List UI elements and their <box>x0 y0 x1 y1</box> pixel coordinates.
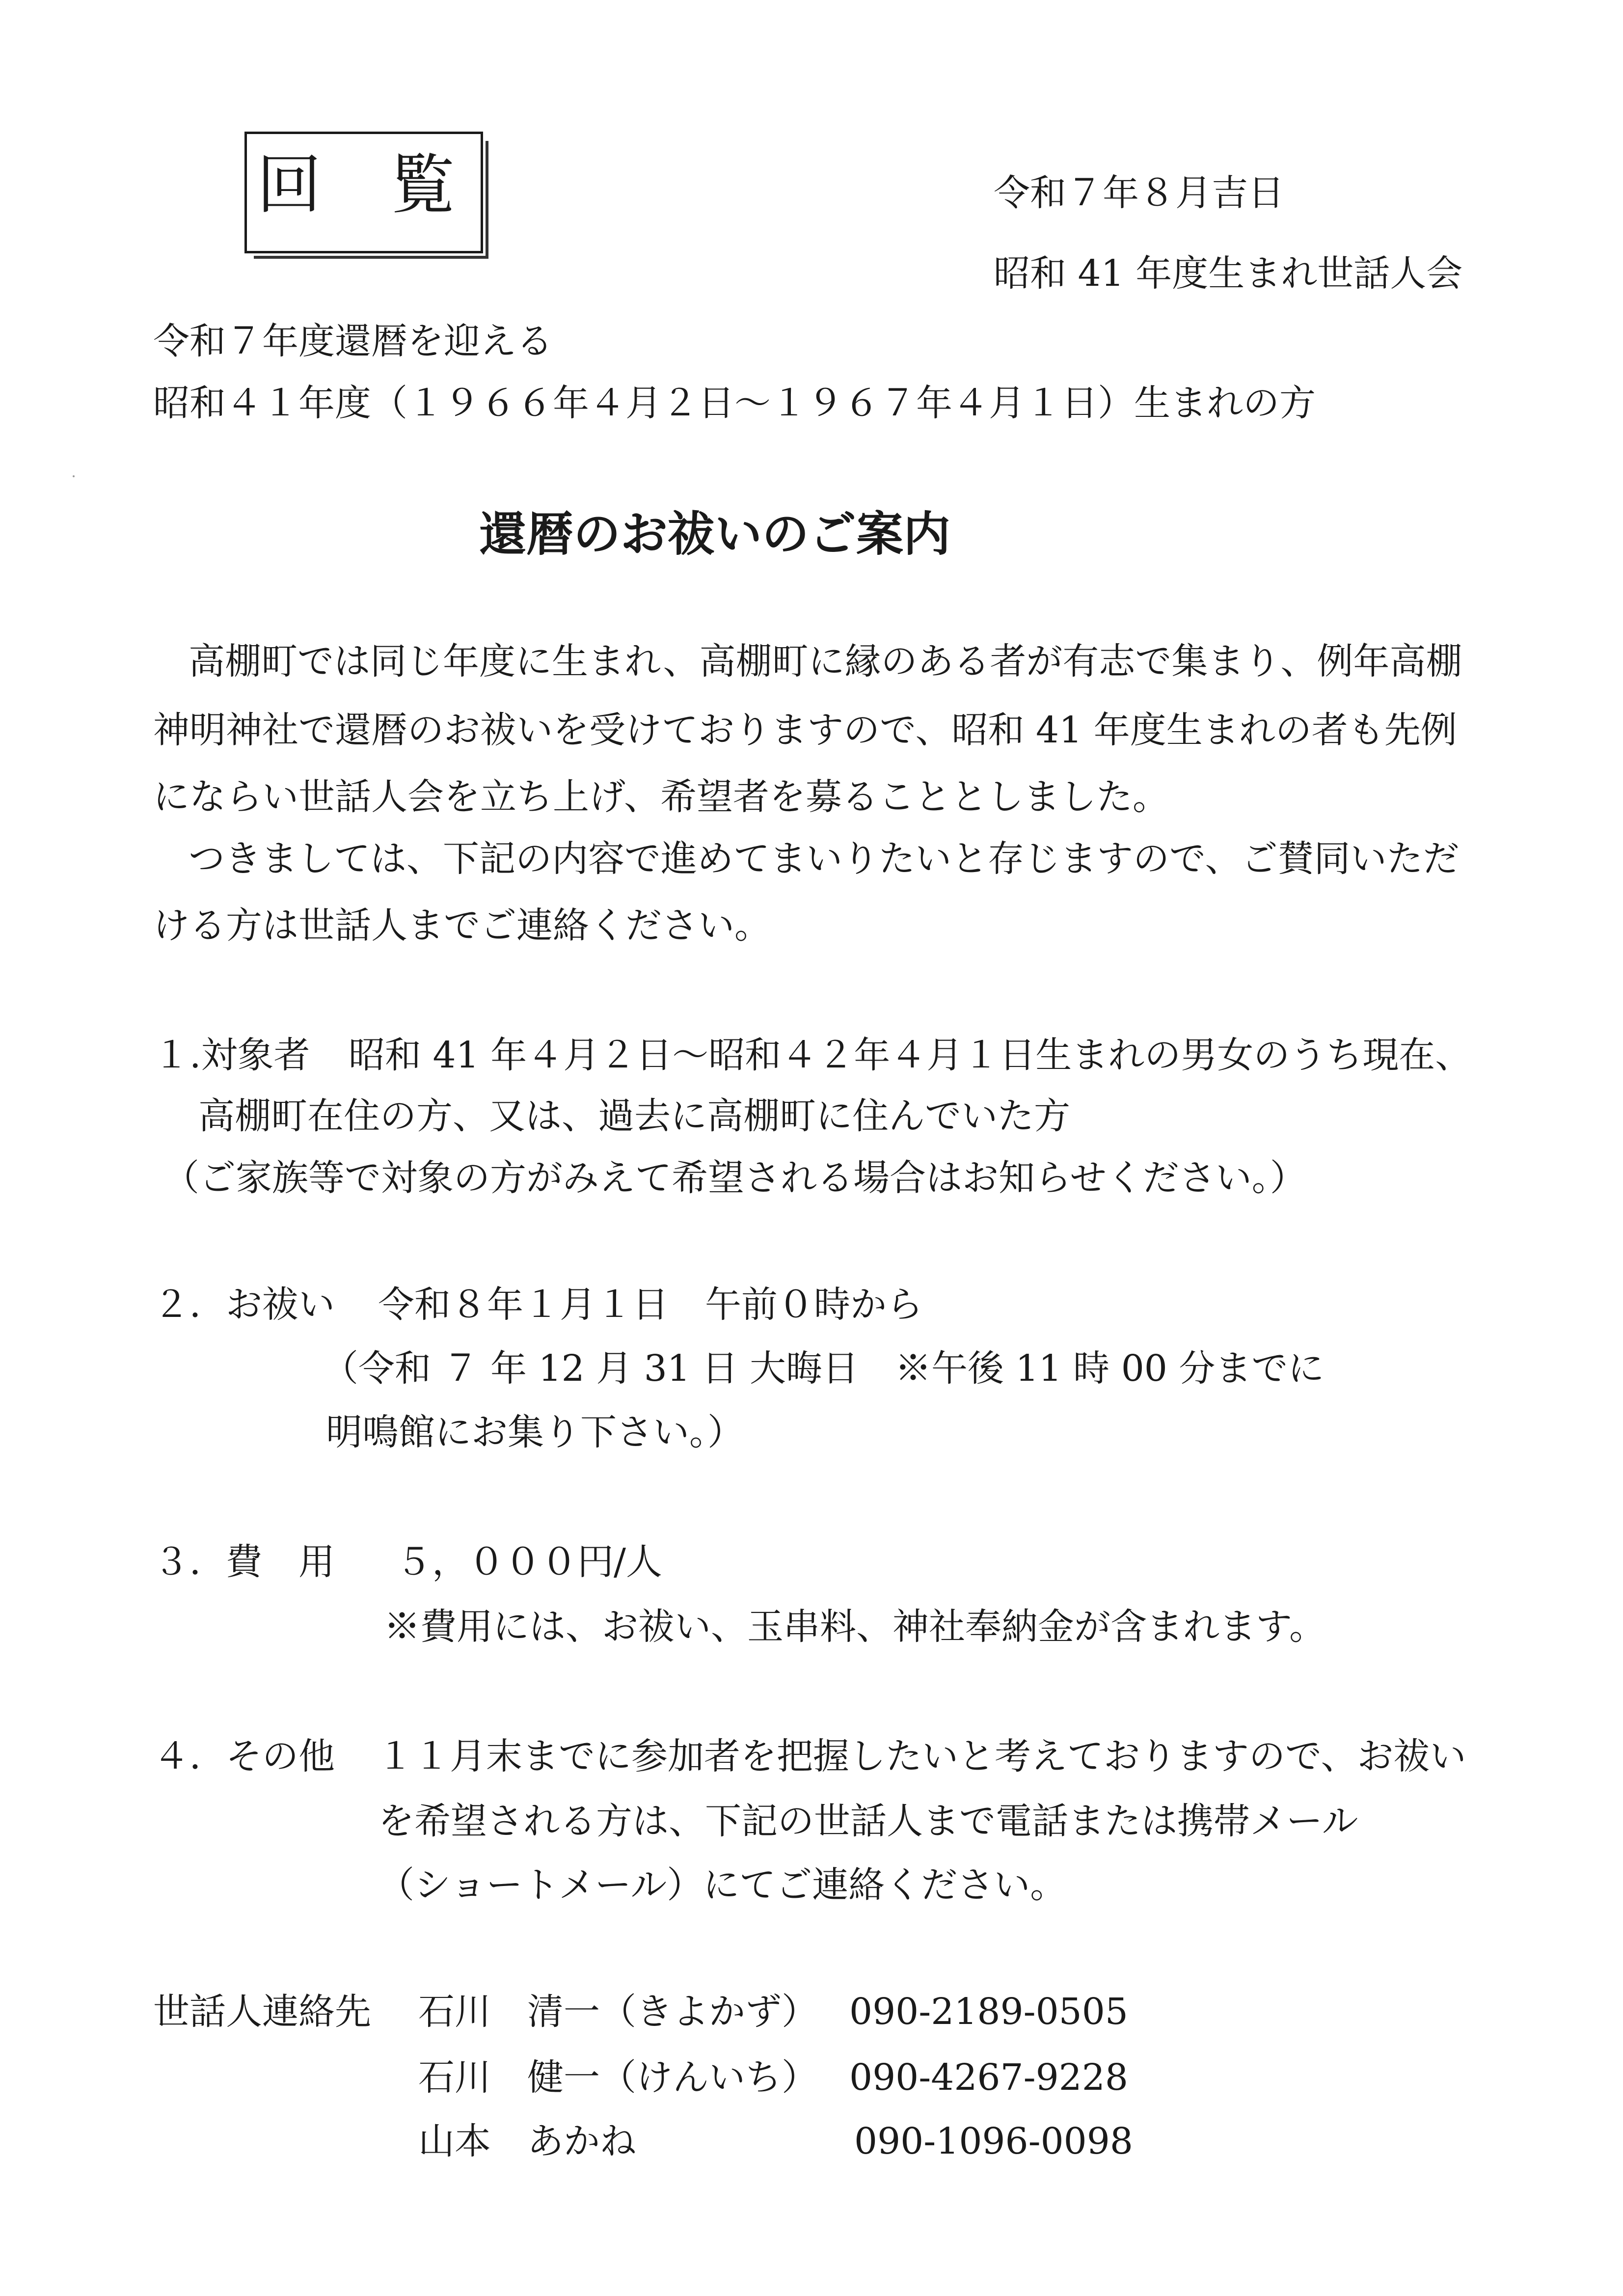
item2-line-1: 令和８年１月１日 午前０時から <box>378 1284 923 1326</box>
item4-label: ４．その他 <box>153 1735 335 1777</box>
organizer-name: 昭和 41 年度生まれ世話人会 <box>994 252 1463 295</box>
item3-line-1: ５，０００円/人 <box>396 1541 662 1583</box>
contact-name: 石川 清一（きよかず） <box>418 1991 818 2033</box>
intro-p2-line-2: ける方は世話人までご連絡ください。 <box>153 904 771 947</box>
circulation-stamp <box>244 132 524 253</box>
contact-phone: 090-2189-0505 <box>849 1991 1128 2033</box>
intro-p1-line-3: にならい世話人会を立ち上げ、希望者を募ることとしました。 <box>153 776 1169 818</box>
scan-speck <box>73 475 75 477</box>
item3-line-2: ※費用には、お祓い、玉串料、神社奉納金が含まれます。 <box>384 1606 1326 1648</box>
contact-phone: 090-4267-9228 <box>849 2056 1128 2099</box>
item1-line-3: （ご家族等で対象の方がみえて希望される場合はお知らせください。） <box>163 1157 1306 1199</box>
notice-date: 令和７年８月吉日 <box>994 172 1284 214</box>
item2-line-2: （令和 ７ 年 12 月 31 日 大晦日 ※午後 11 時 00 分までに <box>322 1347 1325 1390</box>
contacts-label: 世話人連絡先 <box>153 1991 371 2033</box>
intro-p1-line-1: 高棚町では同じ年度に生まれ、高棚町に縁のある者が有志で集まり、例年高棚 <box>189 640 1462 683</box>
item3-label: ３．費 用 <box>153 1541 335 1583</box>
item2-label: ２．お祓い <box>153 1284 335 1326</box>
item4-line-2: を希望される方は、下記の世話人まで電話または携帯メール <box>378 1800 1358 1842</box>
stamp-label: 回覧 <box>257 147 524 223</box>
item2-line-3: 明鳴館にお集り下さい。） <box>326 1411 744 1453</box>
contact-phone: 090-1096-0098 <box>854 2120 1133 2162</box>
item1-line-2: 高棚町在住の方、又は、過去に高棚町に住んでいた方 <box>198 1095 1070 1137</box>
item4-line-3: （ショートメール）にてご連絡ください。 <box>378 1864 1067 1906</box>
contact-name: 石川 健一（けんいち） <box>418 2056 818 2099</box>
item1-label: １.対象者 <box>153 1034 310 1076</box>
intro-p1-line-2: 神明神社で還暦のお祓いを受けておりますので、昭和 41 年度生まれの者も先例 <box>153 709 1457 751</box>
item1-line-1: 昭和 41 年４月２日～昭和４２年４月１日生まれの男女のうち現在、 <box>349 1034 1472 1076</box>
audience-line-1: 令和７年度還暦を迎える <box>153 320 553 362</box>
contact-name: 山本 あかね <box>418 2120 636 2162</box>
item4-line-1: １１月末までに参加者を把握したいと考えておりますので、お祓い <box>377 1735 1466 1777</box>
intro-p2-line-1: つきましては、下記の内容で進めてまいりたいと存じますので、ご賛同いただ <box>189 838 1460 880</box>
audience-line-2: 昭和４１年度（１９６６年４月２日～１９６７年４月１日）生まれの方 <box>153 382 1316 424</box>
document-title: 還暦のお祓いのご案内 <box>479 506 950 562</box>
